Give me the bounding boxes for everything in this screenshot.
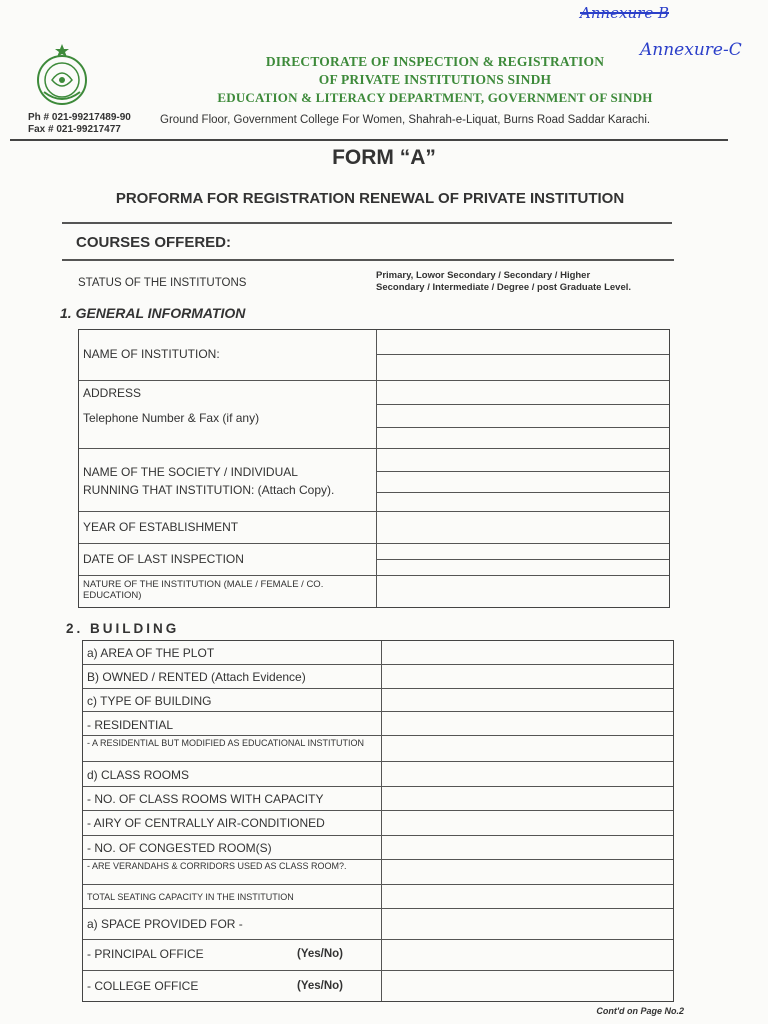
class-rooms-label: d) CLASS ROOMS: [87, 768, 190, 782]
header-rule: [10, 139, 728, 141]
header-line-2: OF PRIVATE INSTITUTIONS SINDH: [318, 72, 552, 87]
residential-label: - RESIDENTIAL: [87, 718, 174, 732]
nature-label: NATURE OF THE INSTITUTION (MALE / FEMALE / CO. EDUCATION): [83, 579, 324, 601]
fax-number: Fax # 021-99217477: [28, 124, 121, 135]
status-label: STATUS OF THE INSTITUTONS: [78, 277, 247, 289]
institution-name-label: NAME OF INSTITUTION:: [83, 347, 220, 361]
divider: [62, 259, 674, 261]
year-established-label: YEAR OF ESTABLISHMENT: [83, 520, 239, 534]
building-type-label: c) TYPE OF BUILDING: [87, 694, 212, 708]
continued-note: Cont'd on Page No.2: [596, 1006, 684, 1016]
building-table: [82, 640, 674, 1002]
form-title: FORM “A”: [332, 146, 436, 169]
status-options-line-1: Primary, Lowor Secondary / Secondary / Higher: [376, 270, 591, 281]
status-options-line-2: Secondary / Intermediate / Degree / post Graduate Level.: [376, 282, 632, 293]
class-rooms-capacity-label: - NO. OF CLASS ROOMS WITH CAPACITY: [87, 792, 324, 806]
struck-annexure-note: Annexure B: [580, 4, 669, 22]
society-label-2: RUNNING THAT INSTITUTION: (Attach Copy).: [83, 483, 335, 497]
status-options: [376, 270, 631, 294]
divider: [62, 222, 672, 224]
general-information-table: [78, 329, 670, 608]
modified-residential-label: - A RESIDENTIAL BUT MODIFIED AS EDUCATIONAL INSTITUTION: [87, 738, 365, 748]
phone-number: Ph # 021-99217489-90: [28, 112, 131, 123]
section-general-information: 1. GENERAL INFORMATION: [60, 305, 246, 321]
principal-office-yesno: (Yes/No): [297, 948, 344, 960]
principal-office-label: - PRINCIPAL OFFICE: [87, 947, 204, 961]
form-subtitle: PROFORMA FOR REGISTRATION RENEWAL OF PRIVATE INSTITUTION: [115, 190, 625, 207]
header-line-1: DIRECTORATE OF INSPECTION & REGISTRATION: [265, 54, 605, 69]
ownership-label: B) OWNED / RENTED (Attach Evidence): [87, 670, 306, 684]
header-line-3: EDUCATION & LITERACY DEPARTMENT, GOVERNMENT OF SINDH: [217, 90, 653, 105]
annexure-note: Annexure-C: [640, 40, 742, 60]
college-office-yesno: (Yes/No): [297, 980, 344, 992]
college-office-label: - COLLEGE OFFICE: [87, 979, 199, 993]
space-provided-label: a) SPACE PROVIDED FOR -: [87, 917, 243, 931]
contact-numbers: [28, 112, 131, 136]
society-label-1: NAME OF THE SOCIETY / INDIVIDUAL: [83, 465, 298, 479]
air-conditioned-label: - AIRY OF CENTRALLY AIR-CONDITIONED: [87, 816, 325, 830]
government-seal-icon: [30, 42, 94, 108]
last-inspection-label: DATE OF LAST INSPECTION: [83, 552, 244, 566]
congested-rooms-label: - NO. OF CONGESTED ROOM(S): [87, 841, 272, 855]
telephone-label: Telephone Number & Fax (if any): [83, 411, 260, 425]
seating-capacity-label: TOTAL SEATING CAPACITY IN THE INSTITUTION: [87, 892, 294, 902]
section-building: 2. BUILDING: [66, 621, 180, 636]
office-address: Ground Floor, Government College For Women, Shahrah-e-Liquat, Burns Road Saddar Karachi.: [160, 114, 651, 126]
verandahs-label: - ARE VERANDAHS & CORRIDORS USED AS CLASS ROOM?.: [87, 861, 347, 871]
address-label: ADDRESS: [83, 386, 142, 400]
courses-offered-label: COURSES OFFERED:: [76, 234, 232, 251]
plot-area-label: a) AREA OF THE PLOT: [87, 646, 215, 660]
